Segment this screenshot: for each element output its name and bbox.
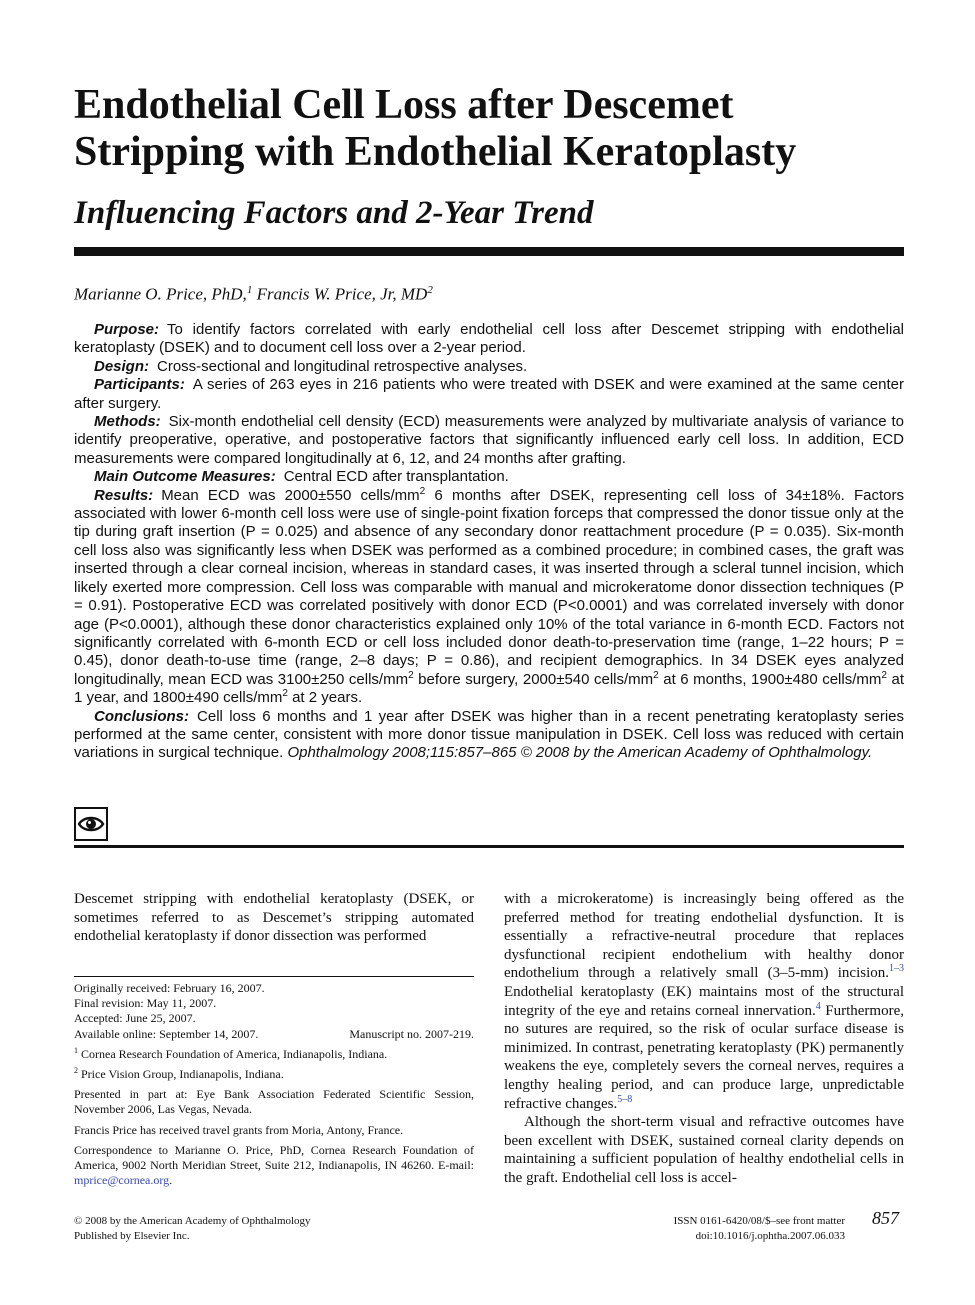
body-paragraph: Descemet stripping with endothelial keratoplasty (DSEK, or sometimes referred to as Descemet’s stripping automated endothelial keratoplasty if donor dissection was performed [74,891,474,945]
results-text: at 6 months, 1900±480 cells/mm [658,670,882,688]
revision-date: Final revision: May 11, 2007. [74,996,217,1011]
correspondence-text: Correspondence to Marianne O. Price, PhD, Cornea Research Foundation of America, 9002 North Meridian Street, Suite 212, Indianapolis, IN 46260. E-mail: [74,1142,474,1173]
methods-label: Methods: [94,413,161,431]
email-link[interactable]: mprice@cornea.org [74,1173,170,1188]
results-sup: 2 [653,669,659,681]
footnote-rule [74,976,474,977]
results-text: at 2 years. [287,689,363,707]
body-paragraph [504,890,904,1113]
affiliation-1-text: Cornea Research Foundation of America, Indianapolis, Indiana. [78,1046,388,1061]
abstract-design [74,358,904,376]
abstract-methods [74,413,904,468]
author-1: Marianne O. Price, PhD, [74,284,247,304]
footer-left [74,1214,311,1244]
copyright: © 2008 by the American Academy of Ophthalmology [74,1215,311,1227]
footer-right [600,1214,845,1244]
body-paragraph: Although the short-term visual and refractive outcomes have been excellent with DSEK, sustained corneal clarity depends on maintaining a sufficient population of healthy endothelial cells in the graft. Endothelial cell loss is accel- [504,1114,904,1186]
body-column-right [504,890,904,1188]
abstract-conclusions [74,708,904,763]
author-2-affiliation: 2 [427,284,433,296]
measures-text: Central ECD after transplantation. [283,468,509,486]
grants-note: Francis Price has received travel grants from Moria, Antony, France. [74,1122,404,1137]
results-sup: 2 [408,669,414,681]
design-text: Cross-sectional and longitudinal retrospective analyses. [157,357,528,375]
participants-text: A series of 263 eyes in 216 patients who were treated with DSEK and were examined at the same center after surgery. [74,376,904,412]
results-text: Mean ECD was 2000±550 cells/mm [161,486,420,504]
reference-link[interactable]: 4 [815,1000,821,1012]
affiliation-1 [74,1047,474,1062]
eye-icon [74,807,108,841]
results-text: before surgery, 2000±540 cells/mm [413,670,654,688]
received-date: Originally received: February 16, 2007. [74,981,265,995]
body-text: with a microkeratome) is increasingly being offered as the preferred method for treating endothelial dysfunction. It is essentially a refractive-neutral procedure that replaces dysfunctional recipient endothelium with healthy donor endothelium through a relatively small (3–5-mm) incision. [504,891,904,982]
author-2: Francis W. Price, Jr, MD [256,284,428,304]
results-text: 6 months after DSEK, representing cell loss of 34±18%. Factors associated with lower 6-month cell loss were use of single-point fixation forceps that compressed the donor tissue only at the tip during graft insertion (P = 0.025) and absence of any secondary donor reattachment procedure (P = 0.035). Six-month cell loss also was significantly less when DSEK was performed as a combined procedure; in combined cases, the graft was inserted through a clear corneal incision, whereas in standard cases, it was inserted through a scleral tunnel incision, which likely exerted more compression. Cell loss was comparable with manual and microkeratome donor dissection techniques (P = 0.91). Postoperative ECD was correlated positively with donor ECD (P<0.0001) and was correlated inversely with donor age (P<0.0001), although these donor characteristics explained only 10% of the total variance in 6-month ECD. Factors not significantly correlated with 6-month ECD or cell loss included donor death-to-preservation time (range, 1–22 hours; P = 0.45), donor death-to-use time (range, 2–8 days; P = 0.86), and recipient demographics. In 34 DSEK eyes analyzed longitudinally, mean ECD was 3100±250 cells/mm [74,486,904,688]
correspondence-note [74,1143,474,1189]
abstract-participants [74,376,904,413]
abstract-measures [74,468,904,486]
publisher: Published by Elsevier Inc. [74,1230,190,1242]
conclusions-text: Cell loss 6 months and 1 year after DSEK was higher than in a recent penetrating keratoplasty series performed at the same center, consistent with more donor tissue manipulation in DSEK. Cell loss was reduced with certain variations in surgical technique. [74,707,904,762]
results-sup: 2 [419,485,426,497]
conclusions-label: Conclusions: [94,707,190,725]
title-rule [74,247,904,256]
available-date: Available online: September 14, 2007. [74,1026,259,1041]
article-title: Endothelial Cell Loss after Descemet Stripping with Endothelial Keratoplasty [74,82,797,175]
available-row [74,1027,474,1042]
methods-text: Six-month endothelial cell density (ECD) measurements were analyzed by multivariate analysis of variance to identify preoperative, operative, and postoperative factors that significantly influenced early cell loss. In addition, ECD measurements were compared longitudinally at 6, 12, and 24 months after grafting. [74,413,904,467]
abstract-purpose [74,321,904,358]
manuscript-number: Manuscript no. 2007-219. [349,1026,474,1041]
affiliation-1-marker: 1 [74,1045,78,1055]
body-text: Endothelial keratoplasty (EK) maintains most of the structural integrity of the eye and retains corneal innervation. [504,983,904,1019]
purpose-text: To identify factors correlated with early endothelial cell loss after Descemet stripping with endothelial keratoplasty (DSEK) and to document cell loss over a 2-year period. [74,321,904,357]
footnotes [74,981,474,1188]
results-text: at 1 year, and 1800±490 cells/mm [74,670,904,707]
design-label: Design: [94,357,150,375]
article-subtitle: Influencing Factors and 2-Year Trend [74,195,594,231]
reference-link[interactable]: 5–8 [617,1093,633,1105]
journal-citation: Ophthalmology 2008;115:857–865 © 2008 by the American Academy of Ophthalmology. [287,744,873,762]
page-number: 857 [872,1208,899,1228]
presented-note: Presented in part at: Eye Bank Association Federated Scientific Session, November 2006, Las Vegas, Nevada. [74,1087,474,1117]
results-label: Results: [94,486,154,504]
body-column-left [74,890,474,946]
author-1-affiliation: 1 [246,284,253,296]
results-sup: 2 [282,688,288,700]
abstract [74,321,904,763]
results-sup: 2 [881,669,887,681]
body-text: Furthermore, no sutures are required, so the risk of ocular surface disease is minimized. In contrast, penetrating keratoplasty (PK) permanently weakens the eye, completely severs the corneal nerves, requires a lengthy healing period, and can produce large, unpredictable refractive changes. [504,1002,904,1112]
doi: doi:10.1016/j.ophtha.2007.06.033 [695,1230,845,1242]
affiliation-2-text: Price Vision Group, Indianapolis, Indiana. [78,1067,284,1082]
affiliation-2 [74,1067,474,1082]
purpose-label: Purpose: [94,321,160,338]
abstract-results [74,487,904,708]
participants-label: Participants: [94,376,185,394]
correspondence-end: . [169,1173,173,1188]
issn: ISSN 0161-6420/08/$–see front matter [673,1215,845,1227]
author-line [74,278,433,307]
affiliation-2-marker: 2 [74,1066,78,1076]
measures-label: Main Outcome Measures: [94,468,276,486]
reference-link[interactable]: 1–3 [889,963,904,975]
accepted-date: Accepted: June 25, 2007. [74,1011,196,1026]
section-rule [74,845,904,848]
